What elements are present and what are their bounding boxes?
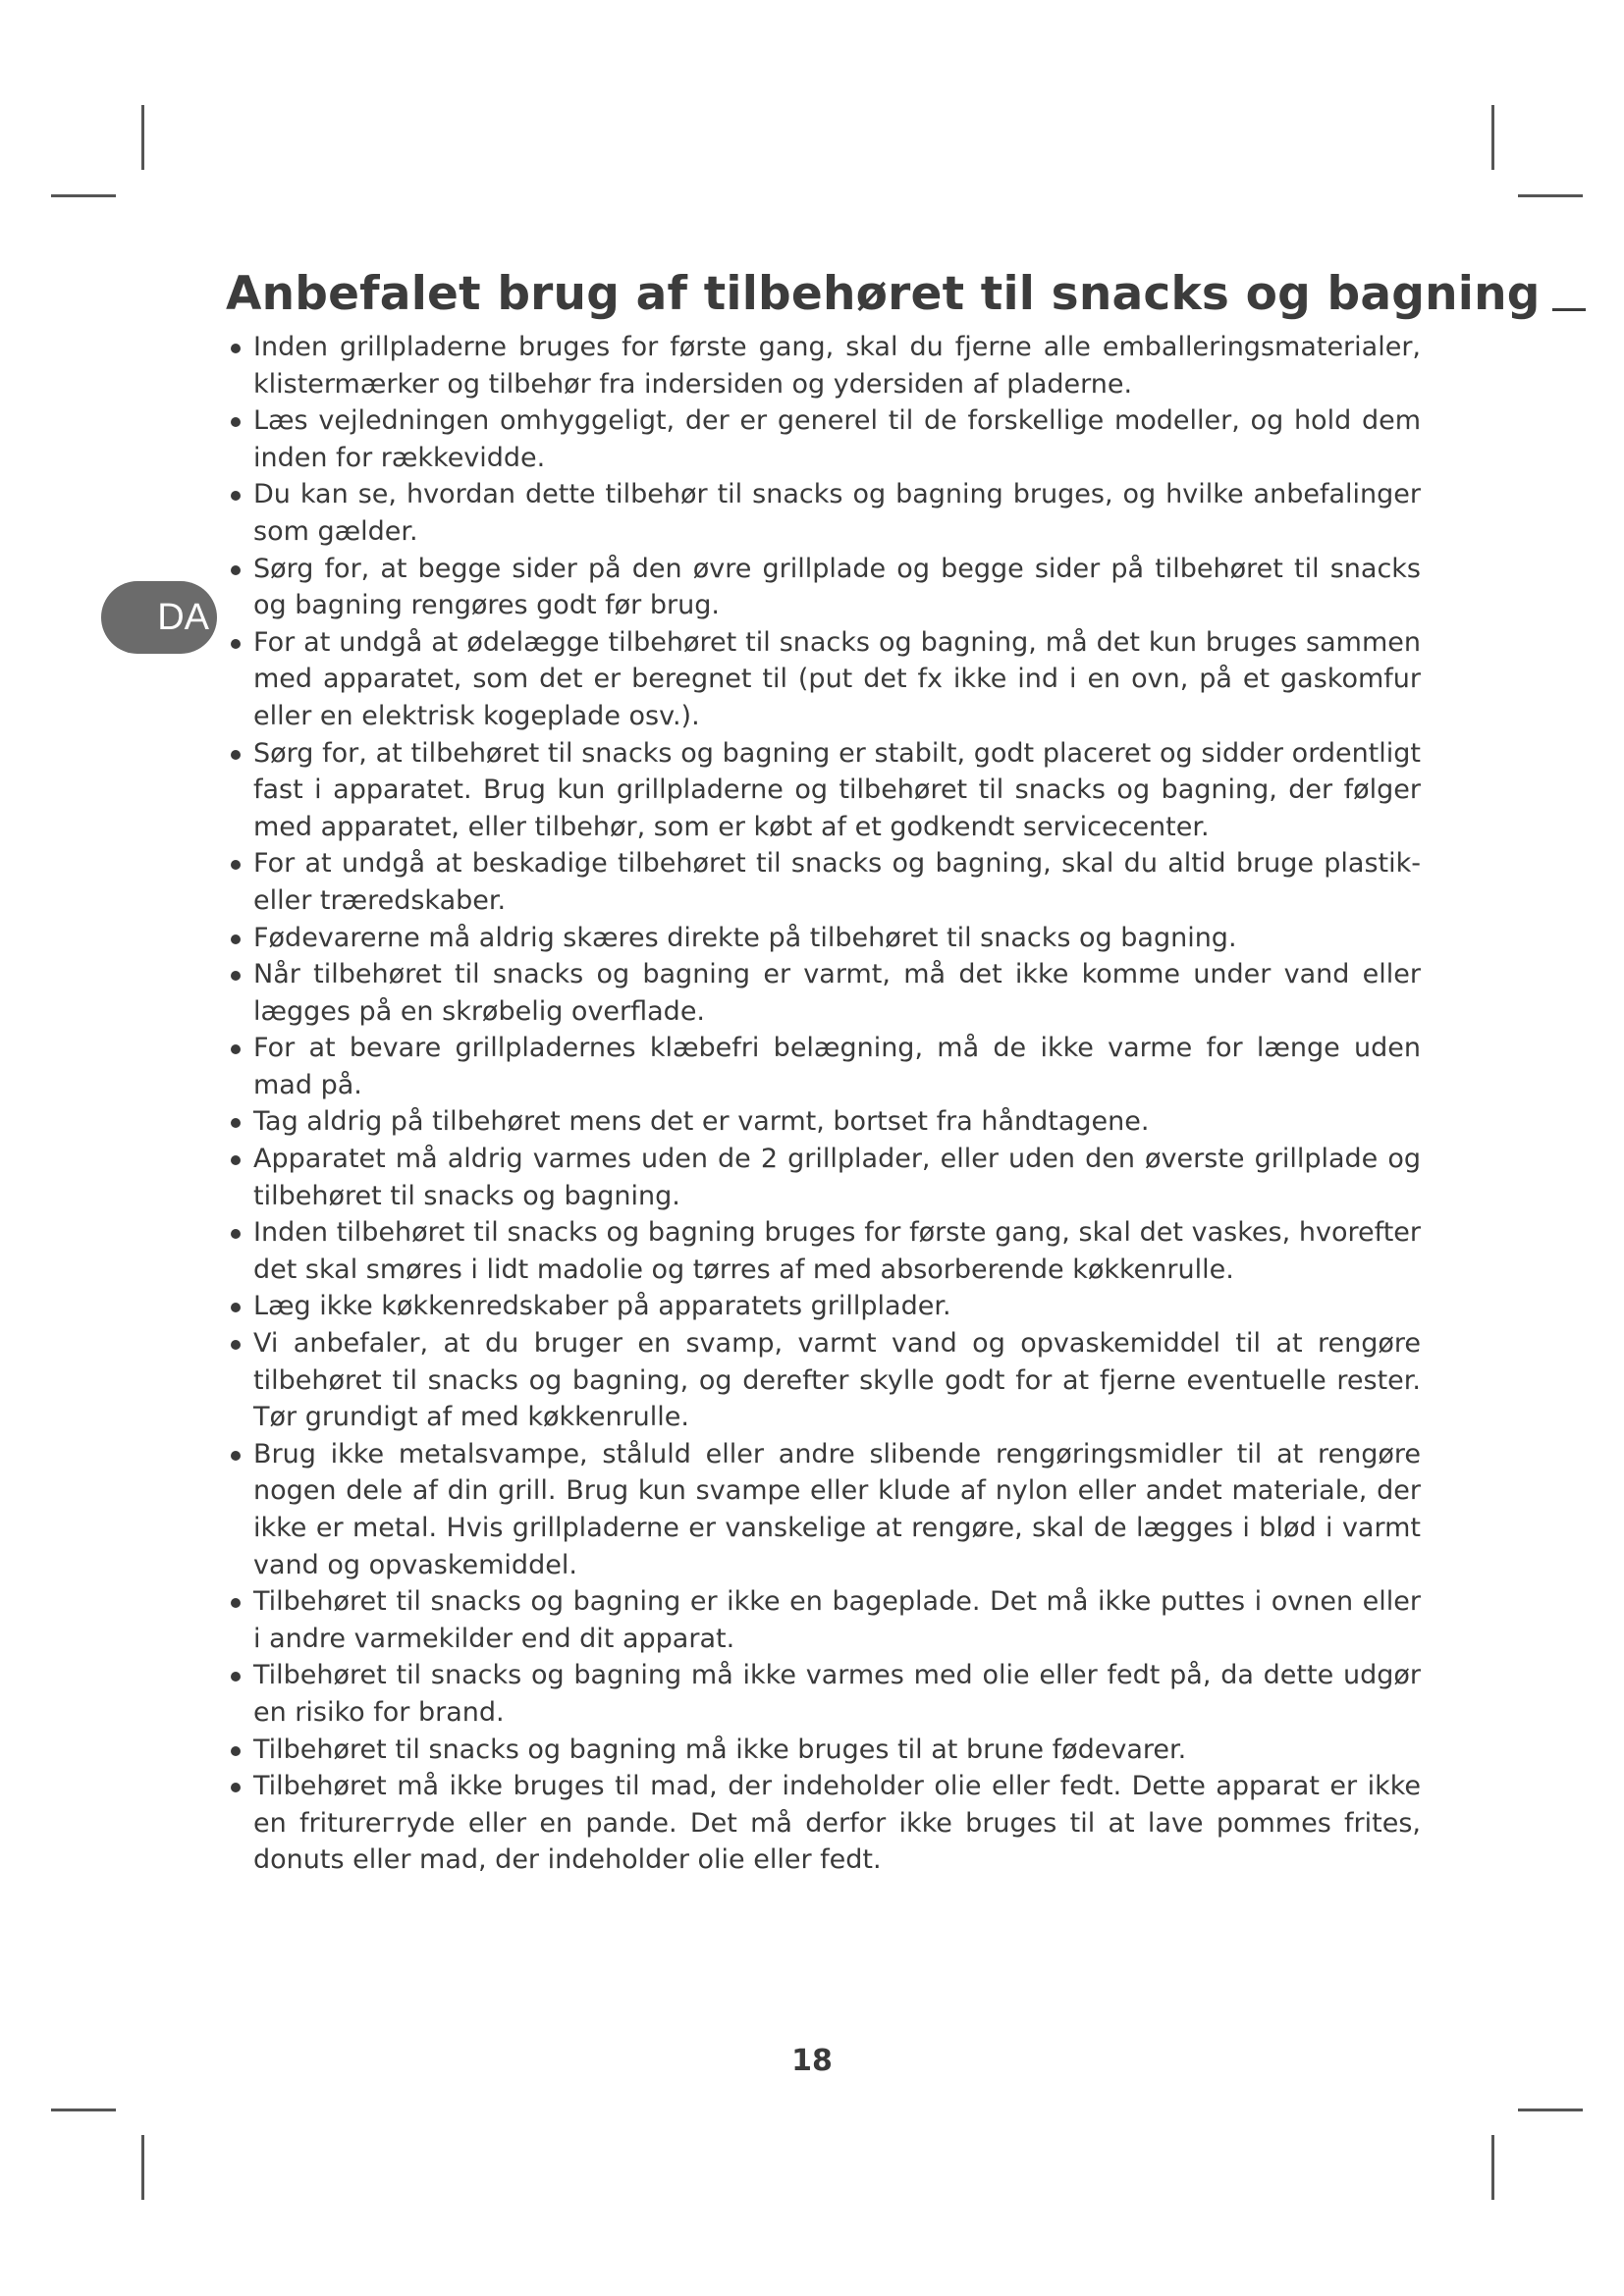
list-item: Inden tilbehøret til snacks og bagning bruges for første gang, skal det vaskes, hvorefter det skal smøres i lidt madolie og tørres af med absorberende køkkenrulle.: [225, 1214, 1421, 1288]
crop-mark-bottom-left-vertical: [141, 2135, 144, 2200]
list-item: Apparatet må aldrig varmes uden de 2 grillplader, eller uden den øverste grillplade og tilbehøret til snacks og bagning.: [225, 1141, 1421, 1214]
crop-mark-top-right-vertical: [1491, 105, 1494, 170]
list-item: Læs vejledningen omhyggeligt, der er generel til de forskellige modeller, og hold dem inden for rækkevidde.: [225, 402, 1421, 476]
list-item: Inden grillpladerne bruges for første gang, skal du fjerne alle emballeringsmaterialer, klistermærker og tilbehør fra indersiden og ydersiden af pladerne.: [225, 329, 1421, 402]
list-item: Sørg for, at tilbehøret til snacks og bagning er stabilt, godt placeret og sidder ordentligt fast i apparatet. Brug kun grillpladerne og tilbehøret til snacks og bagning, der følger med apparatet, eller tilbehør, som er købt af et godkendt servicecenter.: [225, 735, 1421, 846]
list-item: Brug ikke metalsvampe, ståluld eller andre slibende rengøringsmidler til at rengøre nogen dele af din grill. Brug kun svampe eller klude af nylon eller andet materiale, der ikke er metal. Hvis grillpladerne er vanskelige at rengøre, skal de lægges i blød i varmt vand og opvaskemiddel.: [225, 1436, 1421, 1583]
page-title-text: Anbefalet brug af tilbehøret til snacks og bagning: [226, 267, 1541, 321]
list-item: Tilbehøret til snacks og bagning må ikke bruges til at brune fødevarer.: [225, 1732, 1421, 1769]
list-item: Du kan se, hvordan dette tilbehør til snacks og bagning bruges, og hvilke anbefalinger som gælder.: [225, 476, 1421, 550]
crop-mark-bottom-left-horizontal: [51, 2109, 116, 2111]
list-item: Tag aldrig på tilbehøret mens det er varmt, bortset fra håndtagene.: [225, 1103, 1421, 1141]
crop-mark-bottom-right-horizontal: [1518, 2109, 1583, 2111]
list-item: Vi anbefaler, at du bruger en svamp, varmt vand og opvaskemiddel til at rengøre tilbehøret til snacks og bagning, og derefter skylle godt for at fjerne eventuelle rester. Tør grundigt af med køkkenrulle.: [225, 1325, 1421, 1436]
crop-mark-top-left-horizontal: [51, 194, 116, 197]
list-item: For at undgå at ødelægge tilbehøret til snacks og bagning, må det kun bruges sammen med apparatet, som det er beregnet til (put det fx ikke ind i en ovn, på et gaskomfur eller en elektrisk kogeplade osv.).: [225, 624, 1421, 735]
list-item: For at undgå at beskadige tilbehøret til snacks og bagning, skal du altid bruge plastik- eller træredskaber.: [225, 845, 1421, 919]
list-item: Tilbehøret må ikke bruges til mad, der indeholder olie eller fedt. Dette apparat er ikke en friturегryde eller en pande. Det må derfor ikke bruges til at lave pommes frites, donuts eller mad, der indeholder olie eller fedt.: [225, 1768, 1421, 1879]
crop-mark-top-right-horizontal: [1518, 194, 1583, 197]
list-item: Når tilbehøret til snacks og bagning er varmt, må det ikke komme under vand eller lægges på en skrøbelig overflade.: [225, 956, 1421, 1030]
list-item: Læg ikke køkkenredskaber på apparatets grillplader.: [225, 1288, 1421, 1325]
list-item: Fødevarerne må aldrig skæres direkte på tilbehøret til snacks og bagning.: [225, 920, 1421, 957]
list-item: Sørg for, at begge sider på den øvre grillplade og begge sider på tilbehøret til snacks og bagning rengøres godt før brug.: [225, 551, 1421, 624]
title-rule: [1552, 308, 1586, 311]
page-title: [226, 267, 1586, 321]
recommendations-list: [225, 329, 1421, 1879]
crop-mark-bottom-right-vertical: [1491, 2135, 1494, 2200]
list-item: Tilbehøret til snacks og bagning er ikke en bageplade. Det må ikke puttes i ovnen eller i andre varmekilder end dit apparat.: [225, 1583, 1421, 1657]
crop-mark-top-left-vertical: [141, 105, 144, 170]
page-number: 18: [791, 2044, 833, 2078]
list-item: Tilbehøret til snacks og bagning må ikke varmes med olie eller fedt på, da dette udgør en risiko for brand.: [225, 1657, 1421, 1731]
list-item: For at bevare grillpladernes klæbefri belægning, må de ikke varme for længe uden mad på.: [225, 1030, 1421, 1103]
language-tab: DA: [101, 581, 217, 654]
